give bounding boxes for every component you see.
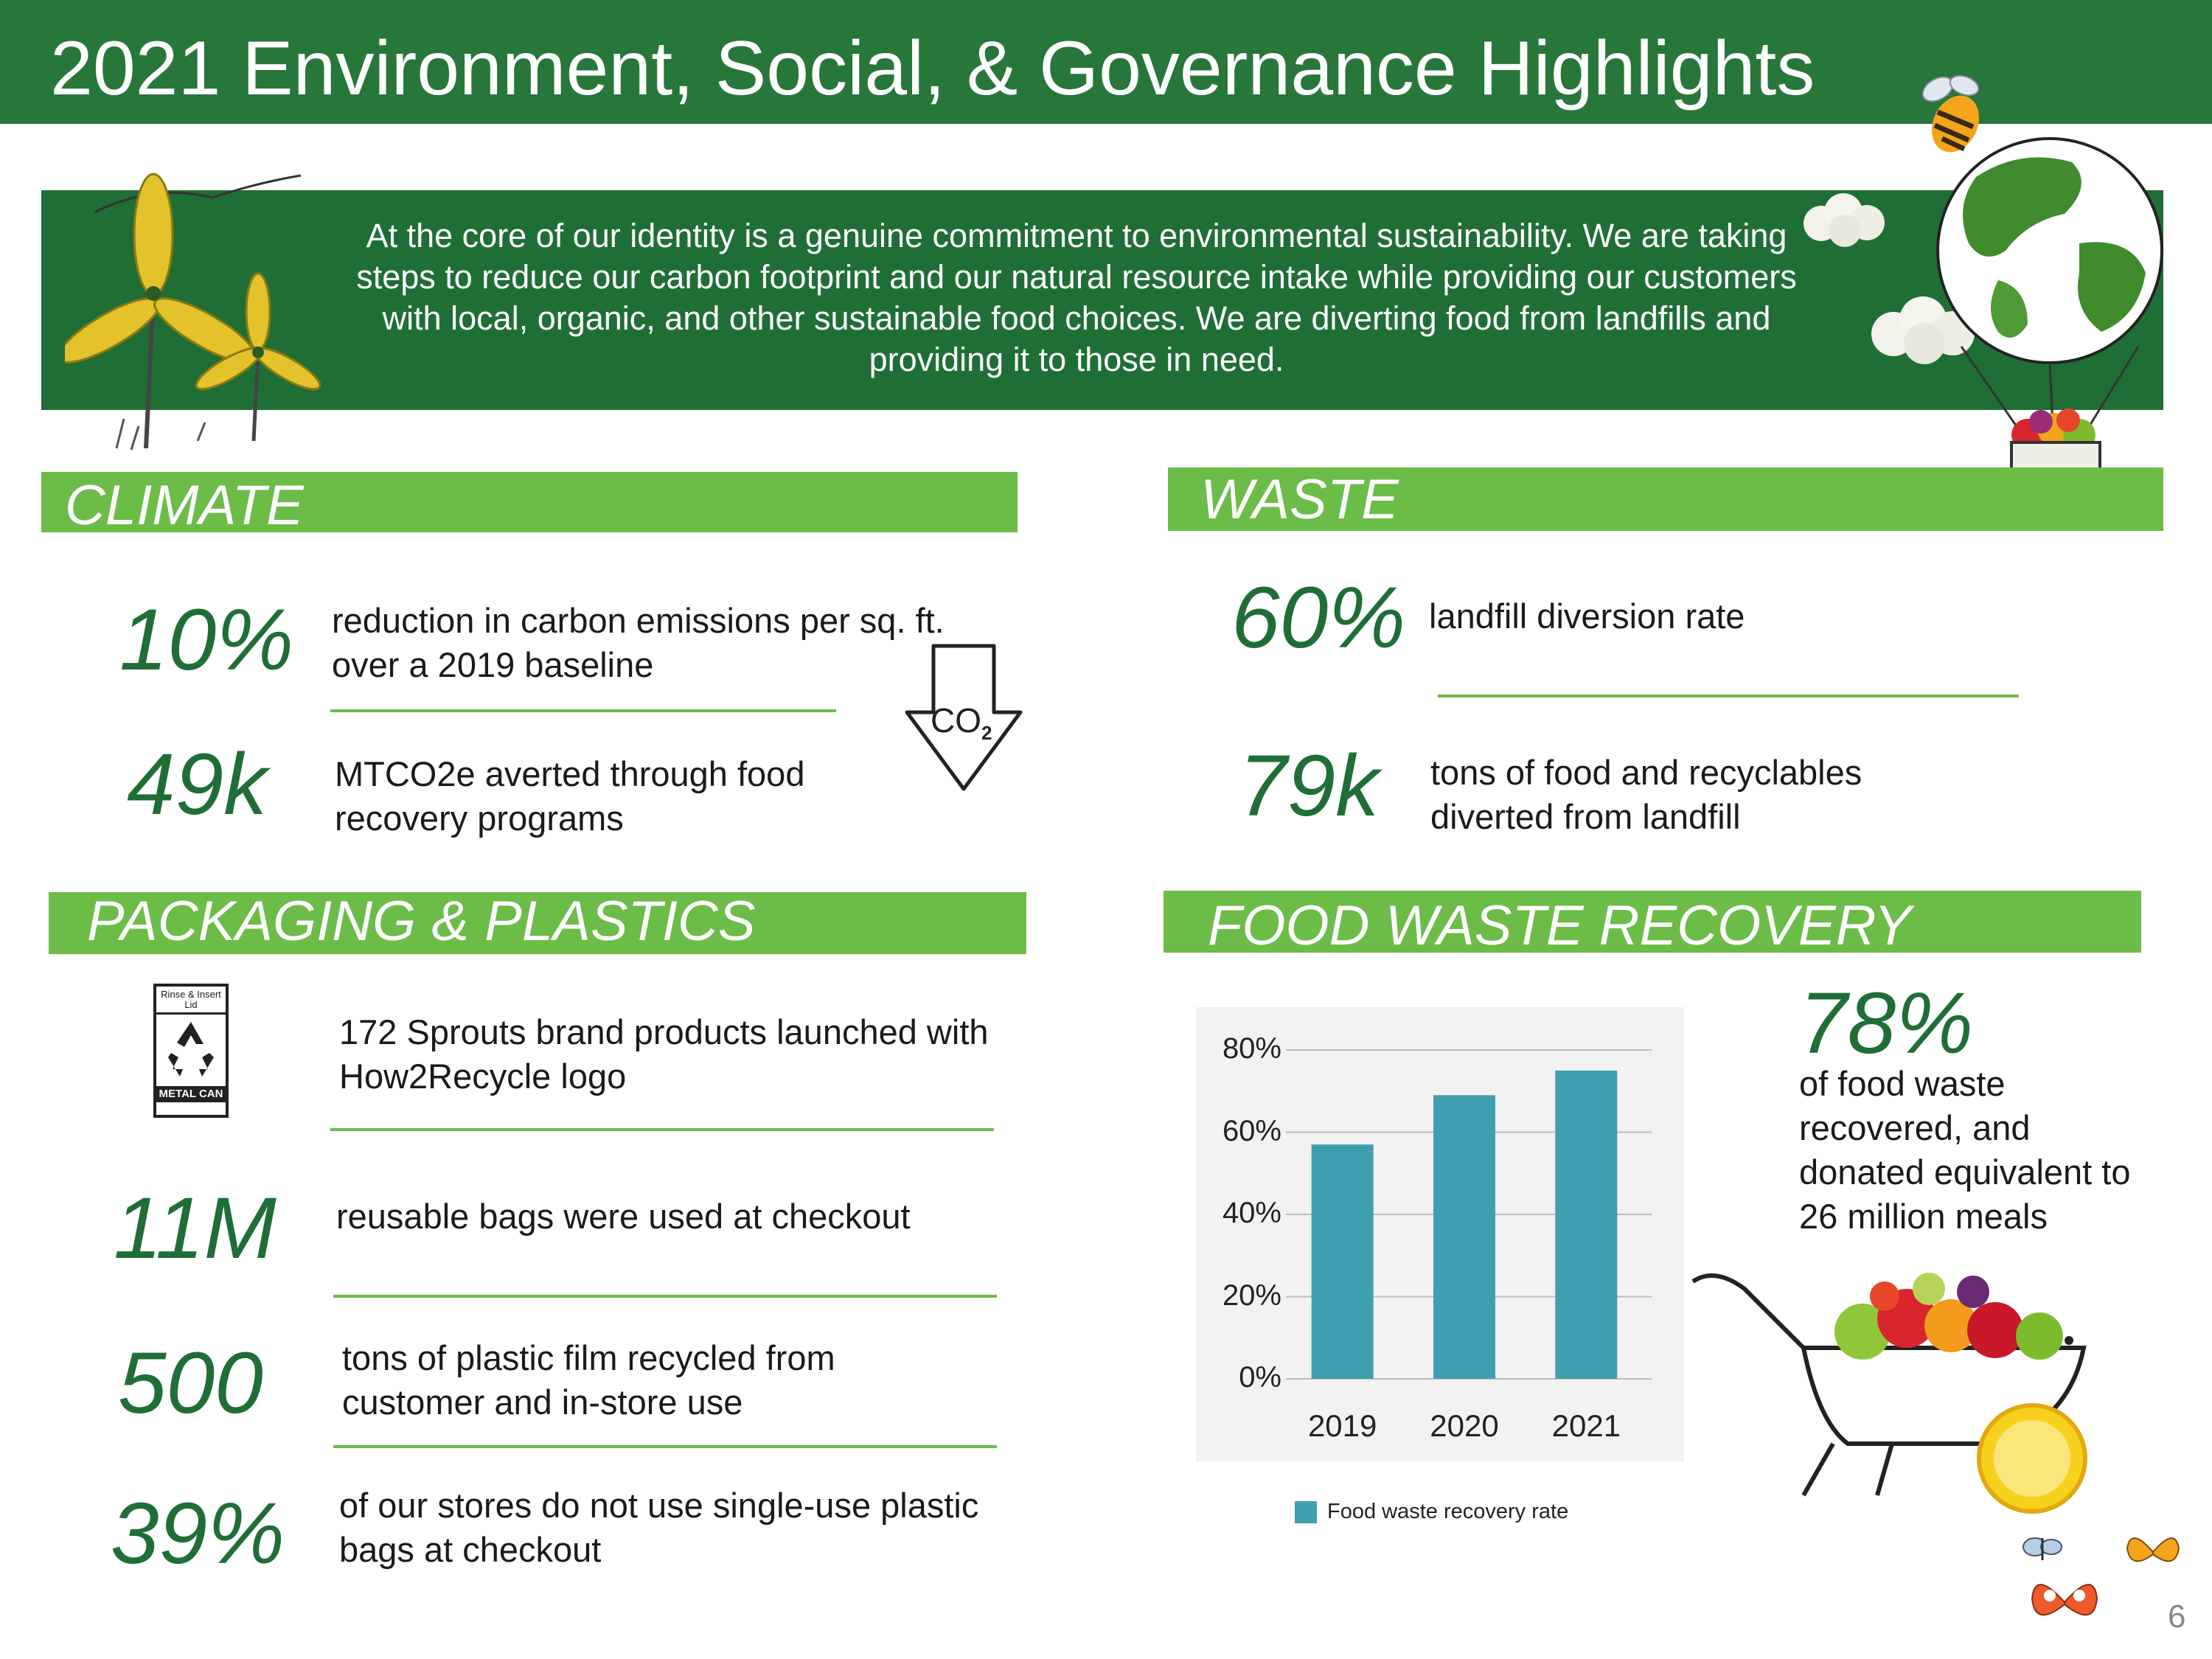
windmill-illustration-icon [65,168,330,456]
bar-2020 [1433,1095,1495,1379]
climate-section-title: CLIMATE [65,474,304,537]
packaging-desc-500: tons of plastic film recycled from customer and in-store use [342,1338,835,1422]
intro-text: At the core of our identity is a genuine commitment to environmental sustainability. We are taking steps to reduce our carbon footprint and our natural resource intake while providing our customers with local, organic, and other sustainable food choices. We are diverting food from landfills and providing it to those in need. [356,217,1797,378]
y-tick-label: 80% [1222,1032,1281,1065]
produce-wheelbarrow-illustration-icon [1686,1259,2098,1525]
y-tick-label: 40% [1222,1197,1281,1229]
logo-text-top: Rinse & Insert Lid [156,990,226,1015]
page-number: 6 [2168,1599,2186,1635]
packaging-stat-39: 39% [111,1485,285,1582]
waste-section-title: WASTE [1200,468,1399,531]
food-waste-desc: of food waste recovered, and donated equivalent to 26 million meals [1799,1064,2131,1236]
butterfly-icon [2028,1569,2101,1635]
x-tick-label: 2021 [1551,1408,1621,1443]
recycle-icon [156,1015,226,1082]
packaging-stat-500: 500 [118,1335,263,1432]
waste-desc-60: landfill diversion rate [1429,597,1745,636]
cauliflower-cloud-icon [1799,190,1895,249]
divider [333,1445,997,1448]
co2-label: $CO_2$ [931,701,992,745]
butterfly-icon [2124,1526,2183,1578]
logo-text-bottom: METAL CAN [156,1086,226,1102]
divider [330,1128,994,1131]
waste-desc-79k: tons of food and recyclables diverted from landfill [1430,753,1863,836]
legend-swatch [1295,1501,1317,1523]
packaging-section-title: PACKAGING & PLASTICS [87,890,756,953]
y-tick-label: 20% [1222,1279,1281,1312]
x-tick-label: 2019 [1307,1408,1377,1443]
climate-stat-49k: 49k [127,736,268,833]
waste-stat-79k: 79k [1239,737,1380,835]
food-waste-section-title: FOOD WASTE RECOVERY [1208,894,1912,957]
climate-desc-49k: MTCO2e averted through food recovery programs [335,754,805,838]
butterfly-icon [2020,1531,2065,1568]
packaging-desc-39: of our stores do not use single-use plastic bags at checkout [339,1486,979,1569]
legend-label: Food waste recovery rate [1327,1500,1569,1523]
bar-2019 [1312,1144,1374,1379]
y-tick-label: 0% [1239,1361,1281,1394]
waste-stat-60: 60% [1231,569,1406,667]
packaging-desc-11m: reusable bags were used at checkout [336,1197,911,1236]
bar-2021 [1555,1071,1617,1379]
climate-desc-10: reduction in carbon emissions per sq. ft. over a 2019 baseline [332,601,945,684]
packaging-desc-172: 172 Sprouts brand products launched with How2Recycle logo [339,1012,989,1096]
divider [1438,695,2019,698]
y-tick-label: 60% [1222,1114,1281,1147]
how2recycle-logo [153,984,229,1118]
x-tick-label: 2020 [1430,1408,1499,1443]
climate-stat-10: 10% [119,591,294,689]
food-waste-stat-78: 78% [1799,975,1974,1072]
divider [333,1295,997,1298]
divider [330,709,836,712]
packaging-stat-11m: 11M [114,1180,276,1277]
page-title: 2021 Environment, Social, & Governance Highlights [50,26,1815,111]
